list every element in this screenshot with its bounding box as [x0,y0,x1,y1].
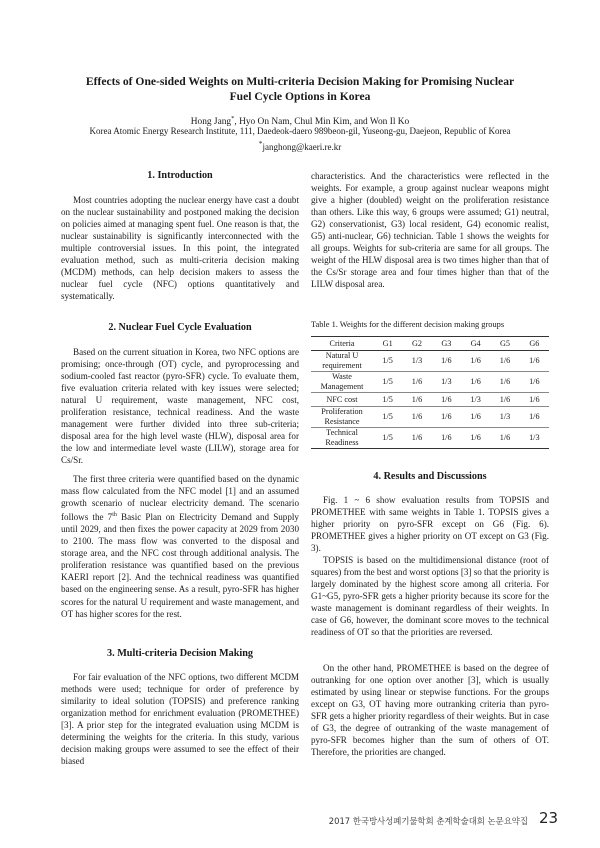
table-cell: 1/5 [373,351,402,372]
table-cell: 1/3 [520,428,549,449]
intro-paragraph: Most countries adopting the nuclear energy have cast a doubt on the nuclear sustainability and postponed making the decision on policies aimed at managing spent fuel. One reason is that, the nuclear sustainability is significantly interconnected with the multiple controversial issues. In this point, the integrated evaluation method, such as multi-criteria decision making (MCDM) methods, can help decision makers to assess the nuclear fuel cycle (NFC) options quantitatively and systematically. [61,195,299,302]
table-cell: 1/5 [373,428,402,449]
table-cell: 1/6 [520,393,549,407]
email-mark: * [258,139,263,148]
table-cell: 1/6 [432,428,461,449]
table-cell: 1/6 [402,393,431,407]
table-cell: 1/6 [461,372,490,393]
weights-table [311,336,549,449]
table-cell: 1/3 [461,393,490,407]
table-row [311,407,549,428]
affiliation: Korea Atomic Energy Research Institute, 111, Daedeok-daero 989beon-gil, Yuseong-gu, Daejeon, Republic of Korea [89,126,511,136]
corresponding-mark: * [231,115,235,122]
row-criteria: Proliferation Resistance [311,407,373,428]
table-cell: 1/6 [490,428,519,449]
table-cell: 1/6 [402,407,431,428]
table-cell: 1/6 [490,351,519,372]
table-row [311,351,549,372]
header-g1: G1 [373,337,402,351]
title-line-2: Fuel Cycle Options in Korea [229,90,371,103]
header-g3: G3 [432,337,461,351]
table-row [311,428,549,449]
table-cell: 1/6 [402,372,431,393]
table-cell: 1/6 [461,407,490,428]
header-g2: G2 [402,337,431,351]
table-cell: 1/6 [520,351,549,372]
section-heading-mcdm: 3. Multi-criteria Decision Making [107,648,253,659]
section-heading-results: 4. Results and Discussions [373,471,487,482]
contact-email [60,138,540,153]
first-author: Hong Jang [190,117,232,128]
table-cell: 1/6 [490,393,519,407]
row-criteria: Waste Management [311,372,373,393]
header-g4: G4 [461,337,490,351]
results-paragraph-2: TOPSIS is based on the multidimensional distance (root of squares) from the best and worst options [3] so that the priority is largely dominated by the highest score among all criteria. For G1~G5, pyro-SFR gets a higher priority because its score for the waste management is dominant regardless of their weights. In case of G6, however, the dominant score moves to the technical readiness of OT so that the priorities are reversed. [311,555,549,638]
table-cell: 1/6 [432,393,461,407]
email-address: janghong@kaeri.re.kr [262,142,342,152]
mcdm-paragraph: For fair evaluation of the NFC options, two different MCDM methods were used; technique for order of preference by similarity to ideal solution (TOPSIS) and preference ranking organization method for enrichment evaluation (PROMETHEE) [3]. A prior step for the integrated evaluation using MCDM is determining the weights for the criteria. In this study, various decision making groups were assumed to see the effect of their biased [61,672,299,767]
table-header-row [311,337,549,351]
table-cell: 1/5 [373,393,402,407]
paper-title [60,74,540,104]
nfc-paragraph-2: The first three criteria were quantified based on the dynamic mass flow calculated from the NFC model [1] and an assumed growth scenario of nuclear electricity demand. The scenario follows the 7th Basic Plan on Electricity Demand and Supply until 2029, and then fixes the power capacity at 2029 from 2030 to 2100. The mass flow was converted to the disposal and storage area, and the NFC cost through additional analysis. The proliferation resistance was quantified based on the previous KAERI report [2]. And the technical readiness was quantified based on the engineering sense. As a result, pyro-SFR has higher scores for the natural U requirement and waste management, and OT has higher scores for the rest. [61,474,299,619]
table-cell: 1/5 [373,407,402,428]
table-row [311,393,549,407]
row-criteria: NFC cost [311,393,373,407]
table-cell: 1/6 [520,372,549,393]
table-cell: 1/6 [432,407,461,428]
nfc-paragraph-1: Based on the current situation in Korea, two NFC options are promising; once-through (OT) cycle, and pyroprocessing and sodium-cooled fast reactor (pyro-SFR) cycle. To evaluate them, five evaluation criteria related with key issues were selected; natural U requirement, waste management, NFC cost, proliferation resistance, technical readiness. And the waste management were further divided into three sub-criteria; disposal area for the high level waste (HLW), disposal area for the low and intermediate level waste (LILW), storage area for Cs/Sr. [61,347,299,466]
table-cell: 1/6 [490,372,519,393]
row-criteria: Natural U requirement [311,351,373,372]
title-line-1: Effects of One-sided Weights on Multi-criteria Decision Making for Promising Nuclear [85,75,515,88]
header-criteria: Criteria [311,337,373,351]
table-cell: 1/3 [490,407,519,428]
table-cell: 1/5 [373,372,402,393]
table-cell: 1/3 [432,372,461,393]
table-cell: 1/3 [402,351,431,372]
table-cell: 1/6 [461,351,490,372]
section-heading-nfc-evaluation: 2. Nuclear Fuel Cycle Evaluation [108,322,252,333]
table-caption: Table 1. Weights for the different decision making groups [311,320,505,329]
results-paragraph-1: Fig. 1 ~ 6 show evaluation results from TOPSIS and PROMETHEE with same weights in Table 1. TOPSIS gives a higher priority on pyro-SFR except on G6 (Fig. 6). PROMETHEE gives a higher priority on OT except on G3 (Fig. 3). [311,495,549,554]
other-authors: , Hyo On Nam, Chul Min Kim, and Won Il Ko [234,117,410,128]
results-paragraph-3: On the other hand, PROMETHEE is based on the degree of outranking for one option over another [3], which is usually estimated by using linear or stepwise functions. For the groups except on G3, OT having more outranking criteria than pyro-SFR gets a higher priority regardless of their weights. But in case of G3, the degree of outranking of the waste management of pyro-SFR becomes higher than the sum of others of OT. Therefore, the priorities are changed. [311,663,549,758]
row-criteria: Technical Readiness [311,428,373,449]
page-number: 23 [539,809,559,827]
table-cell: 1/6 [402,428,431,449]
section-heading-introduction: 1. Introduction [147,170,213,181]
header-g6: G6 [520,337,549,351]
table-cell: 1/6 [432,351,461,372]
weights-paragraph: characteristics. And the characteristics were reflected in the weights. For example, a group against nuclear weapons might give a higher (doubled) weight on the proliferation resistance than others. Like this way, 6 groups were assumed; G1) neutral, G2) conservationist, G3) local resident, G4) economic realist, G5) anti-nuclear, G6) technician. Table 1 shows the weights for all groups. Weights for sub-criteria are same for all groups. The weight of the HLW disposal area is two times higher than that of the Cs/Sr storage area and four times higher than that of the LILW disposal area. [311,171,549,290]
table-cell: 1/6 [520,407,549,428]
header-g5: G5 [490,337,519,351]
conference-footer: 2017 한국방사성폐기물학회 춘계학술대회 논문요약집 [328,816,528,826]
table-row [311,372,549,393]
table-cell: 1/6 [461,428,490,449]
